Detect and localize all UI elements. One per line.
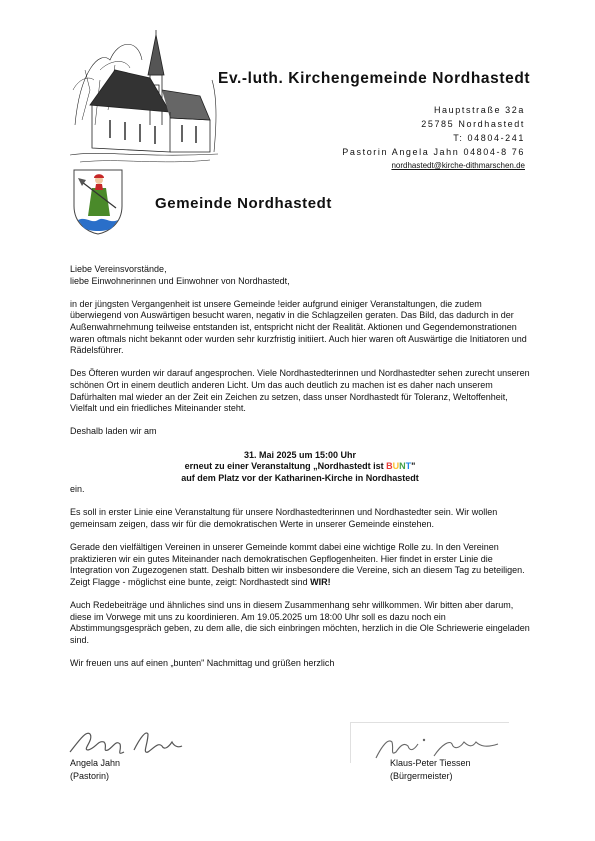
address-block (342, 103, 525, 173)
address-line: Hauptstraße 32a (433, 105, 525, 115)
bunt-letter: T (405, 461, 412, 472)
bunt-letter: U (392, 461, 400, 472)
signature-right (390, 757, 471, 783)
emphasis: WIR! (310, 577, 331, 588)
event-title (70, 461, 530, 473)
address-line: 25785 Nordhastedt (421, 119, 525, 129)
paragraph: Des Öfteren wurden wir darauf angesprochen. Viele Nordhastedterinnen und Nordhastedter sehen zurecht unseren schönen Ort in einem deutlich anderen Licht. Um das auch deutlich zu machen ist es daher nach unserem Dafürhalten mal wieder an der Zeit ein Zeichen zu setzen, dass unser Nordhastedt für Toleranz, Weltoffenheit, Vielfalt und ein friedliches Miteinander steht. (70, 368, 530, 414)
event-title-end: " (411, 461, 416, 472)
bunt-letter: B (386, 461, 393, 472)
event-date: 31. Mai 2025 um 15:00 Uhr (243, 449, 357, 460)
signer-name: Klaus-Peter Tiessen (390, 758, 471, 768)
signature-left-image (68, 722, 183, 760)
org-title: Ev.-luth. Kirchengemeinde Nordhastedt (218, 70, 531, 87)
invite-intro: Deshalb laden wir am (70, 426, 157, 437)
signer-role: (Bürgermeister) (390, 771, 453, 781)
salutation: Liebe Vereinsvorstände, (70, 264, 167, 274)
letter-body (70, 264, 530, 681)
paragraph: Auch Redebeiträge und ähnliches sind uns in diesem Zusammenhang sehr willkommen. Wir bitten aber darum, diese im Vorwege mit uns zu koordinieren. Am 19.05.2025 um 18:00 Uhr soll es dazu noch ein Abstimmungsgespräch geben, zu dem alle, die sich einbringen möchten, herzlich in die Ole Schriewerie eingeladen sind. (70, 600, 530, 645)
email-link[interactable]: nordhastedt@kirche-dithmarschen.de (391, 161, 525, 170)
signer-role: (Pastorin) (70, 771, 110, 781)
church-illustration (70, 30, 220, 170)
signature-left (70, 757, 120, 783)
paragraph-text: Gerade den vielfältigen Vereinen in unserer Gemeinde kommt dabei eine wichtige Rolle zu. In den Vereinen praktizieren wir ein gutes Miteinander nach demokratischen Gepflogenheiten. Hier findet in erster Linie die Integration von Zugezogenen statt. Deshalb bitten wir insbesondere die Vereine, sich an diesem Tag zu beteiligen. Zeigt Flagge - möglichst eine bunte, zeigt: Nordhastedt sind (70, 542, 525, 588)
bunt-letter: N (399, 461, 406, 472)
municipality-title: Gemeinde Nordhastedt (155, 195, 333, 212)
paragraph (70, 542, 530, 588)
event-place: auf dem Platz vor der Katharinen-Kirche in Nordhastedt (181, 472, 419, 483)
invite-end: ein. (70, 484, 85, 495)
paragraph: in der jüngsten Vergangenheit ist unsere Gemeinde !eider aufgrund einiger Veranstaltungen, die zudem überwiegend von Auswärtigen besucht waren, negativ in die Schlagzeilen geraten. Das Bild, das dadurch in der Außenwahrnehmung teilweise entstanden ist, entspricht nicht der Realität. Aktionen und Gegendemonstrationen waren oftmals nicht bekannt oder wurden sehr kurzfristig initiiert. Auch hier waren oft Auswärtige die Initiatoren und Rädelsführer. (70, 298, 527, 356)
closing: Wir freuen uns auf einen „bunten" Nachmittag und grüßen herzlich (70, 658, 335, 669)
signer-name: Angela Jahn (70, 758, 121, 768)
paragraph: Es soll in erster Linie eine Veranstaltung für unsere Nordhastedterinnen und Nordhastedter sein. Wir wollen gemeinsam zeigen, dass wir für die demokratischen Werte in unserer Gemeinde einstehen. (70, 507, 498, 530)
salutation: liebe Einwohnerinnen und Einwohner von Nordhastedt, (70, 275, 290, 286)
event-title-text: erneut zu einer Veranstaltung „Nordhastedt ist (184, 461, 387, 472)
phone-line: T: 04804-241 (453, 133, 525, 143)
coat-of-arms-icon (72, 168, 124, 236)
pastor-phone-line: Pastorin Angela Jahn 04804-8 76 (342, 147, 525, 157)
